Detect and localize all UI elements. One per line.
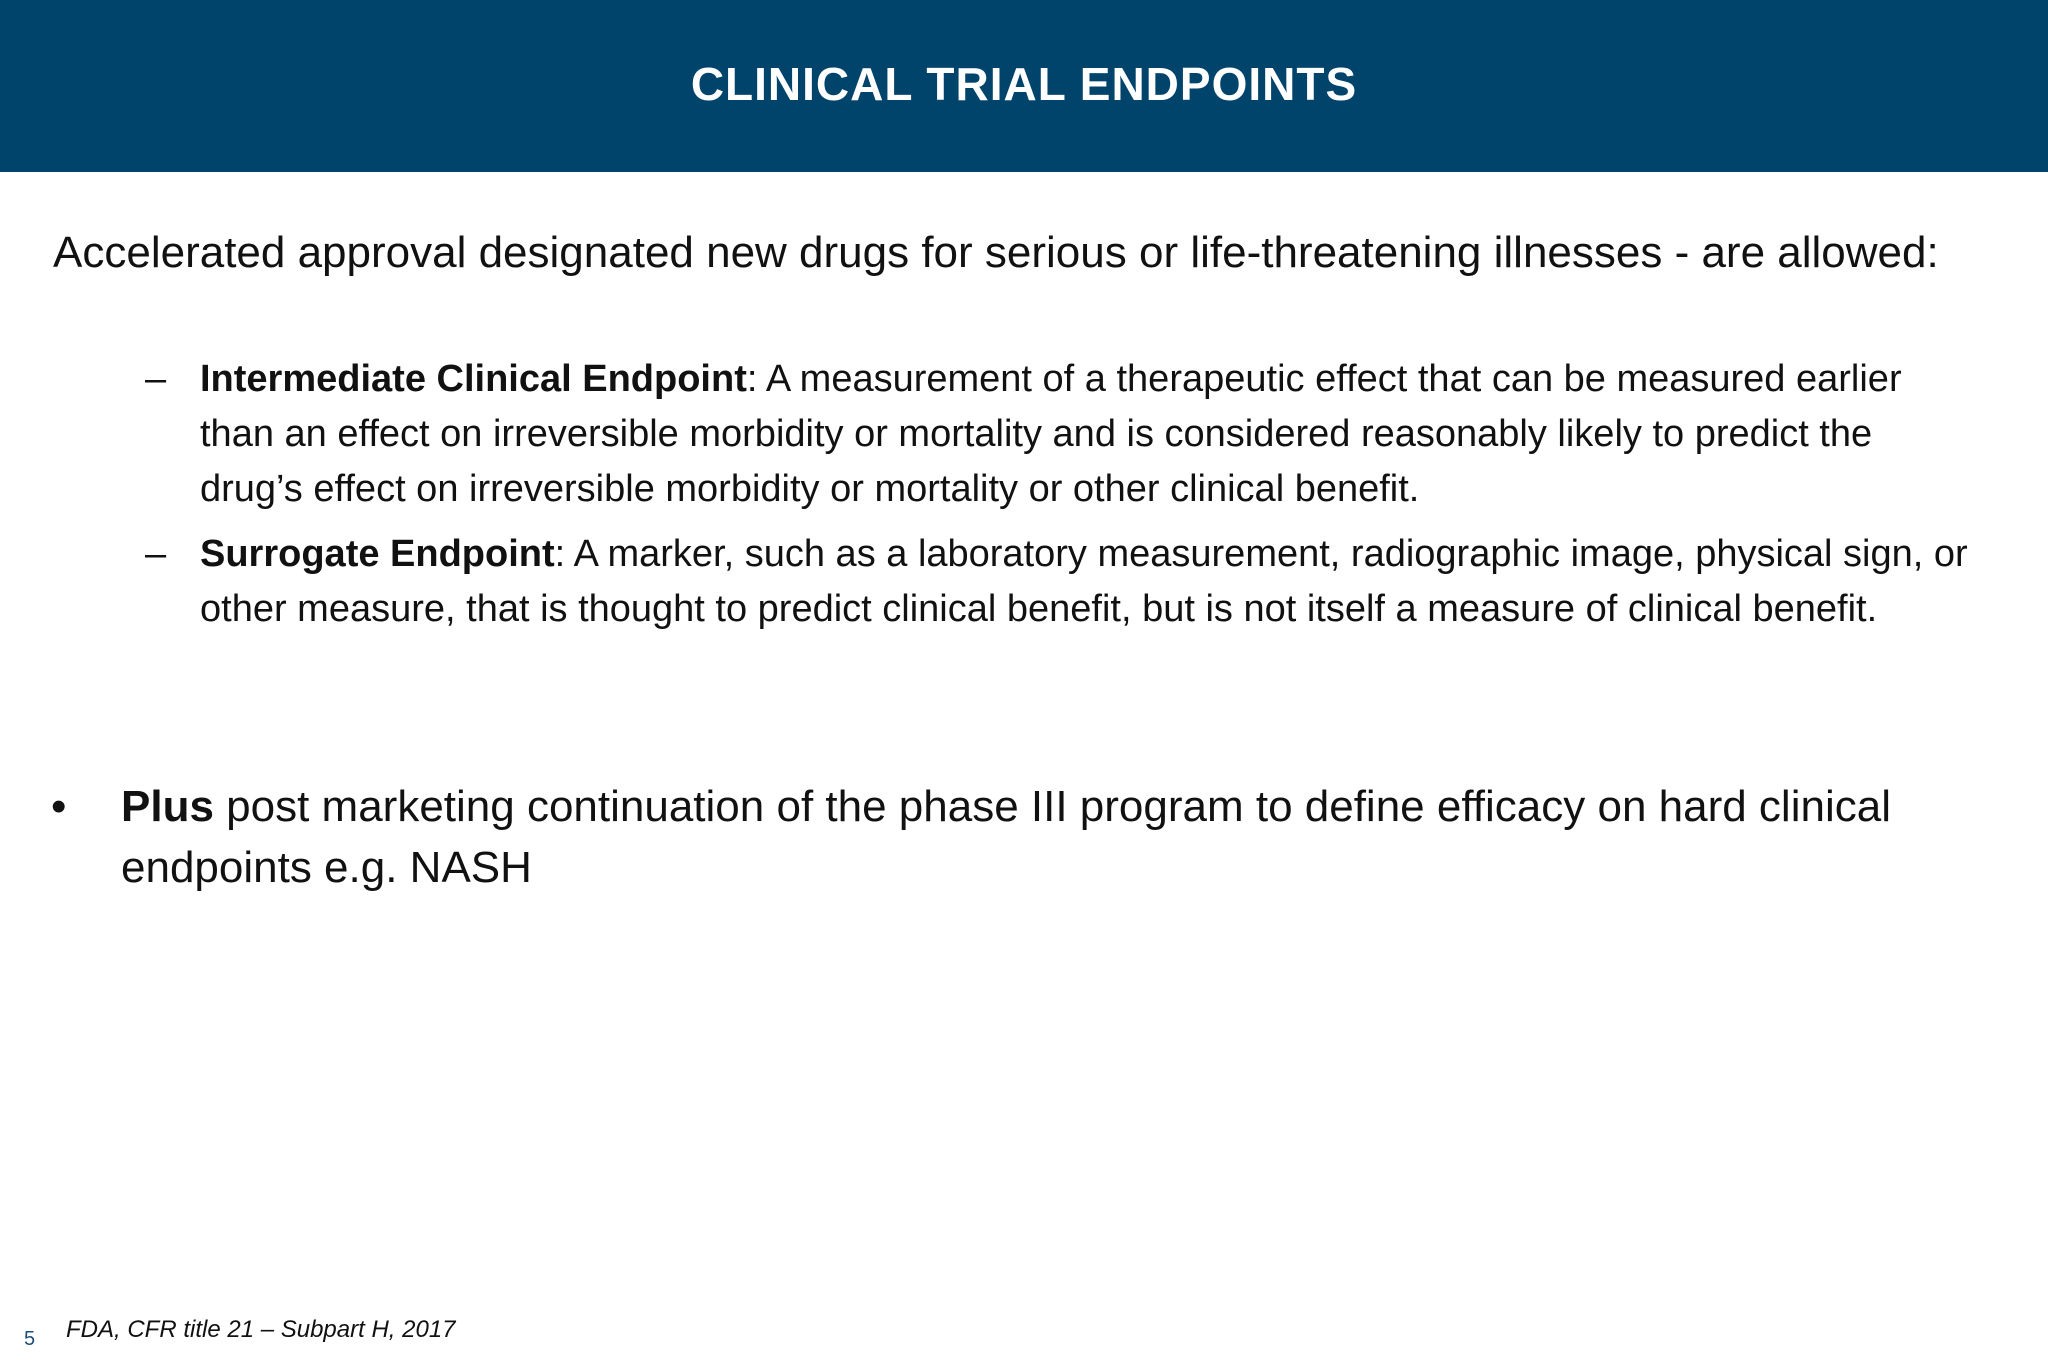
page-number: 5 (24, 1328, 36, 1350)
surrogate-endpoint-definition: : A marker, such as a laboratory measurement, radiographic image, physical sign, or other measure, that is thought to predict clinical benefit, but is not itself a measure of clinical benefit. (200, 533, 1968, 630)
intermediate-endpoint-term: Intermediate Clinical Endpoint (200, 358, 747, 400)
plus-bullet (121, 776, 1981, 898)
plus-bullet-bold: Plus (121, 782, 214, 831)
intermediate-endpoint-item (200, 352, 1980, 517)
plus-bullet-text: post marketing continuation of the phase III program to define efficacy on hard clinical endpoints e.g. NASH (121, 782, 1891, 892)
dash-marker: – (145, 533, 167, 575)
bullet-marker: • (51, 782, 67, 831)
intro-paragraph: Accelerated approval designated new drugs for serious or life-threatening illnesses - are allowed: (53, 228, 1939, 277)
header-bar (0, 0, 2048, 172)
footnote-citation: FDA, CFR title 21 – Subpart H, 2017 (66, 1316, 456, 1343)
intermediate-endpoint-definition: : A measurement of a therapeutic effect that can be measured earlier than an effect on irreversible morbidity or mortality and is considered reasonably likely to predict the drug’s effect on irreversible morbidity or mortality or other clinical benefit. (200, 358, 1902, 510)
dash-marker: – (145, 358, 167, 400)
surrogate-endpoint-term: Surrogate Endpoint (200, 533, 555, 575)
surrogate-endpoint-item (200, 527, 1980, 637)
slide-title: CLINICAL TRIAL ENDPOINTS (690, 58, 1358, 110)
